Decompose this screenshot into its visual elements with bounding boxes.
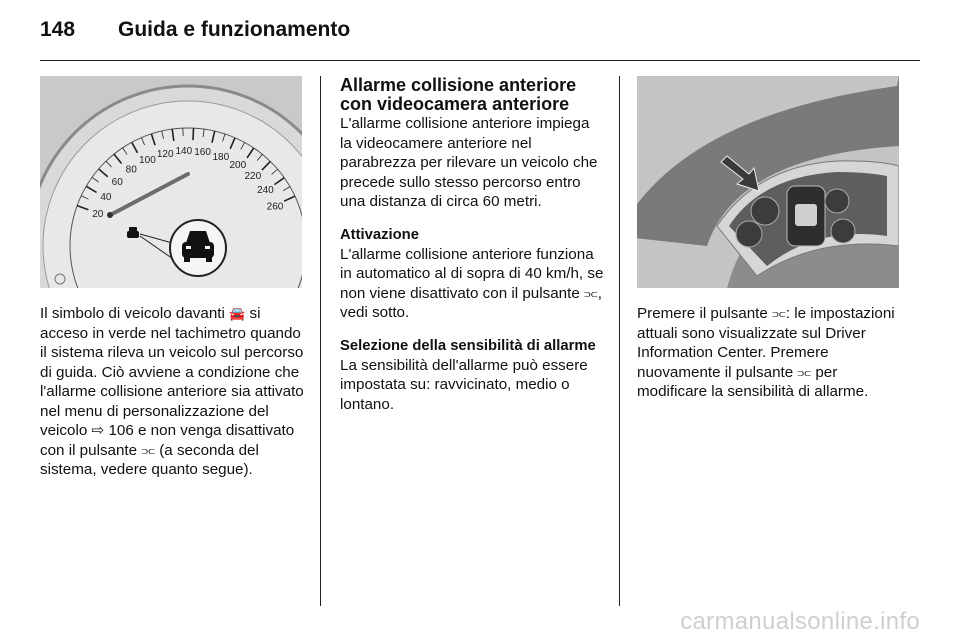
- speedometer-label: 120: [156, 148, 174, 160]
- speedometer-label: 20: [92, 209, 104, 221]
- steering-wheel-illustration: [637, 76, 899, 288]
- watermark: carmanualsonline.info: [680, 608, 920, 635]
- column-divider-1: [320, 76, 321, 606]
- column-2: [340, 76, 604, 414]
- speedometer-label: 40: [100, 192, 112, 204]
- section-heading: Allarme collisione anteriore con videocamera anteriore: [340, 75, 577, 114]
- speedometer-label: 100: [139, 154, 156, 166]
- collision-alert-button-icon: ⫗: [797, 363, 812, 381]
- text-segment: (a seconda del sistema, vedere quanto segue).: [40, 441, 259, 478]
- activation-paragraph: [340, 245, 604, 323]
- subheading-activation: Attivazione: [340, 226, 419, 243]
- column-3: [637, 76, 901, 402]
- sensitivity-paragraph: La sensibilità dell'allarme può essere impostata su: ravvicinato, medio o lontano.: [340, 356, 588, 413]
- text-segment: Premere il pulsante: [637, 305, 773, 322]
- page-header: [40, 14, 920, 54]
- speedometer-figure: [40, 76, 302, 288]
- column-1: [40, 76, 304, 480]
- speedometer-paragraph: [40, 304, 304, 480]
- text-segment: : le impostazioni attuali sono visualizzate sul Driver Information Center. Premere nuovamente il pulsante: [637, 305, 895, 381]
- text-segment: Il simbolo di veicolo davanti: [40, 305, 230, 322]
- car-front-icon: 🚘: [229, 306, 246, 321]
- text-segment: per modificare la sensibilità di allarme.: [637, 363, 869, 400]
- speedometer-illustration: [40, 76, 302, 288]
- header-divider: [40, 60, 920, 61]
- speedometer-label: 260: [266, 201, 284, 213]
- speedometer-label: 200: [229, 159, 247, 171]
- speedometer-label: 160: [194, 147, 211, 159]
- column-divider-2: [619, 76, 620, 606]
- text-segment: 106 e non venga disattivato con il pulsante: [40, 422, 295, 459]
- speedometer-label: 60: [111, 177, 123, 189]
- steering-wheel-figure: [637, 76, 899, 288]
- page-number: 148: [40, 18, 76, 41]
- text-segment: si acceso in verde nel tachimetro quando il sistema rileva un veicolo sul percorso di guida. Ciò avviene a condizione che l'allarme collisione anteriore sia attivato nel menu di personalizzazione del veicolo: [40, 305, 304, 439]
- page-title: Guida e funzionamento: [118, 18, 351, 41]
- intro-paragraph: L'allarme collisione anteriore impiega la videocamere anteriore nel parabrezza per rilevare un veicolo che precede sullo stesso percorso entro una distanza di circa 60 metri.: [340, 115, 598, 210]
- speedometer-tick: [193, 128, 194, 140]
- text-segment: L'allarme collisione anteriore funziona in automatico al di sopra di 40 km/h, se non viene disattivato con il pulsante: [340, 245, 604, 302]
- speedometer-label: 80: [125, 164, 137, 176]
- press-button-paragraph: [637, 304, 901, 402]
- collision-alert-button-icon: ⫗: [772, 305, 786, 322]
- speedometer-label: 240: [257, 185, 274, 197]
- collision-alert-button-icon: ⫗: [141, 441, 155, 459]
- speedometer-label: 180: [212, 151, 230, 163]
- page-reference-arrow-icon: ⇨: [91, 422, 105, 439]
- collision-alert-button-icon: ⫗: [584, 284, 598, 302]
- speedometer-label: 140: [175, 146, 193, 158]
- speedometer-label: 220: [244, 171, 262, 183]
- subheading-sensitivity: Selezione della sensibilità di allarme: [340, 337, 596, 354]
- text-segment: , vedi sotto.: [340, 284, 602, 321]
- car-symbol-large-icon: [170, 220, 226, 276]
